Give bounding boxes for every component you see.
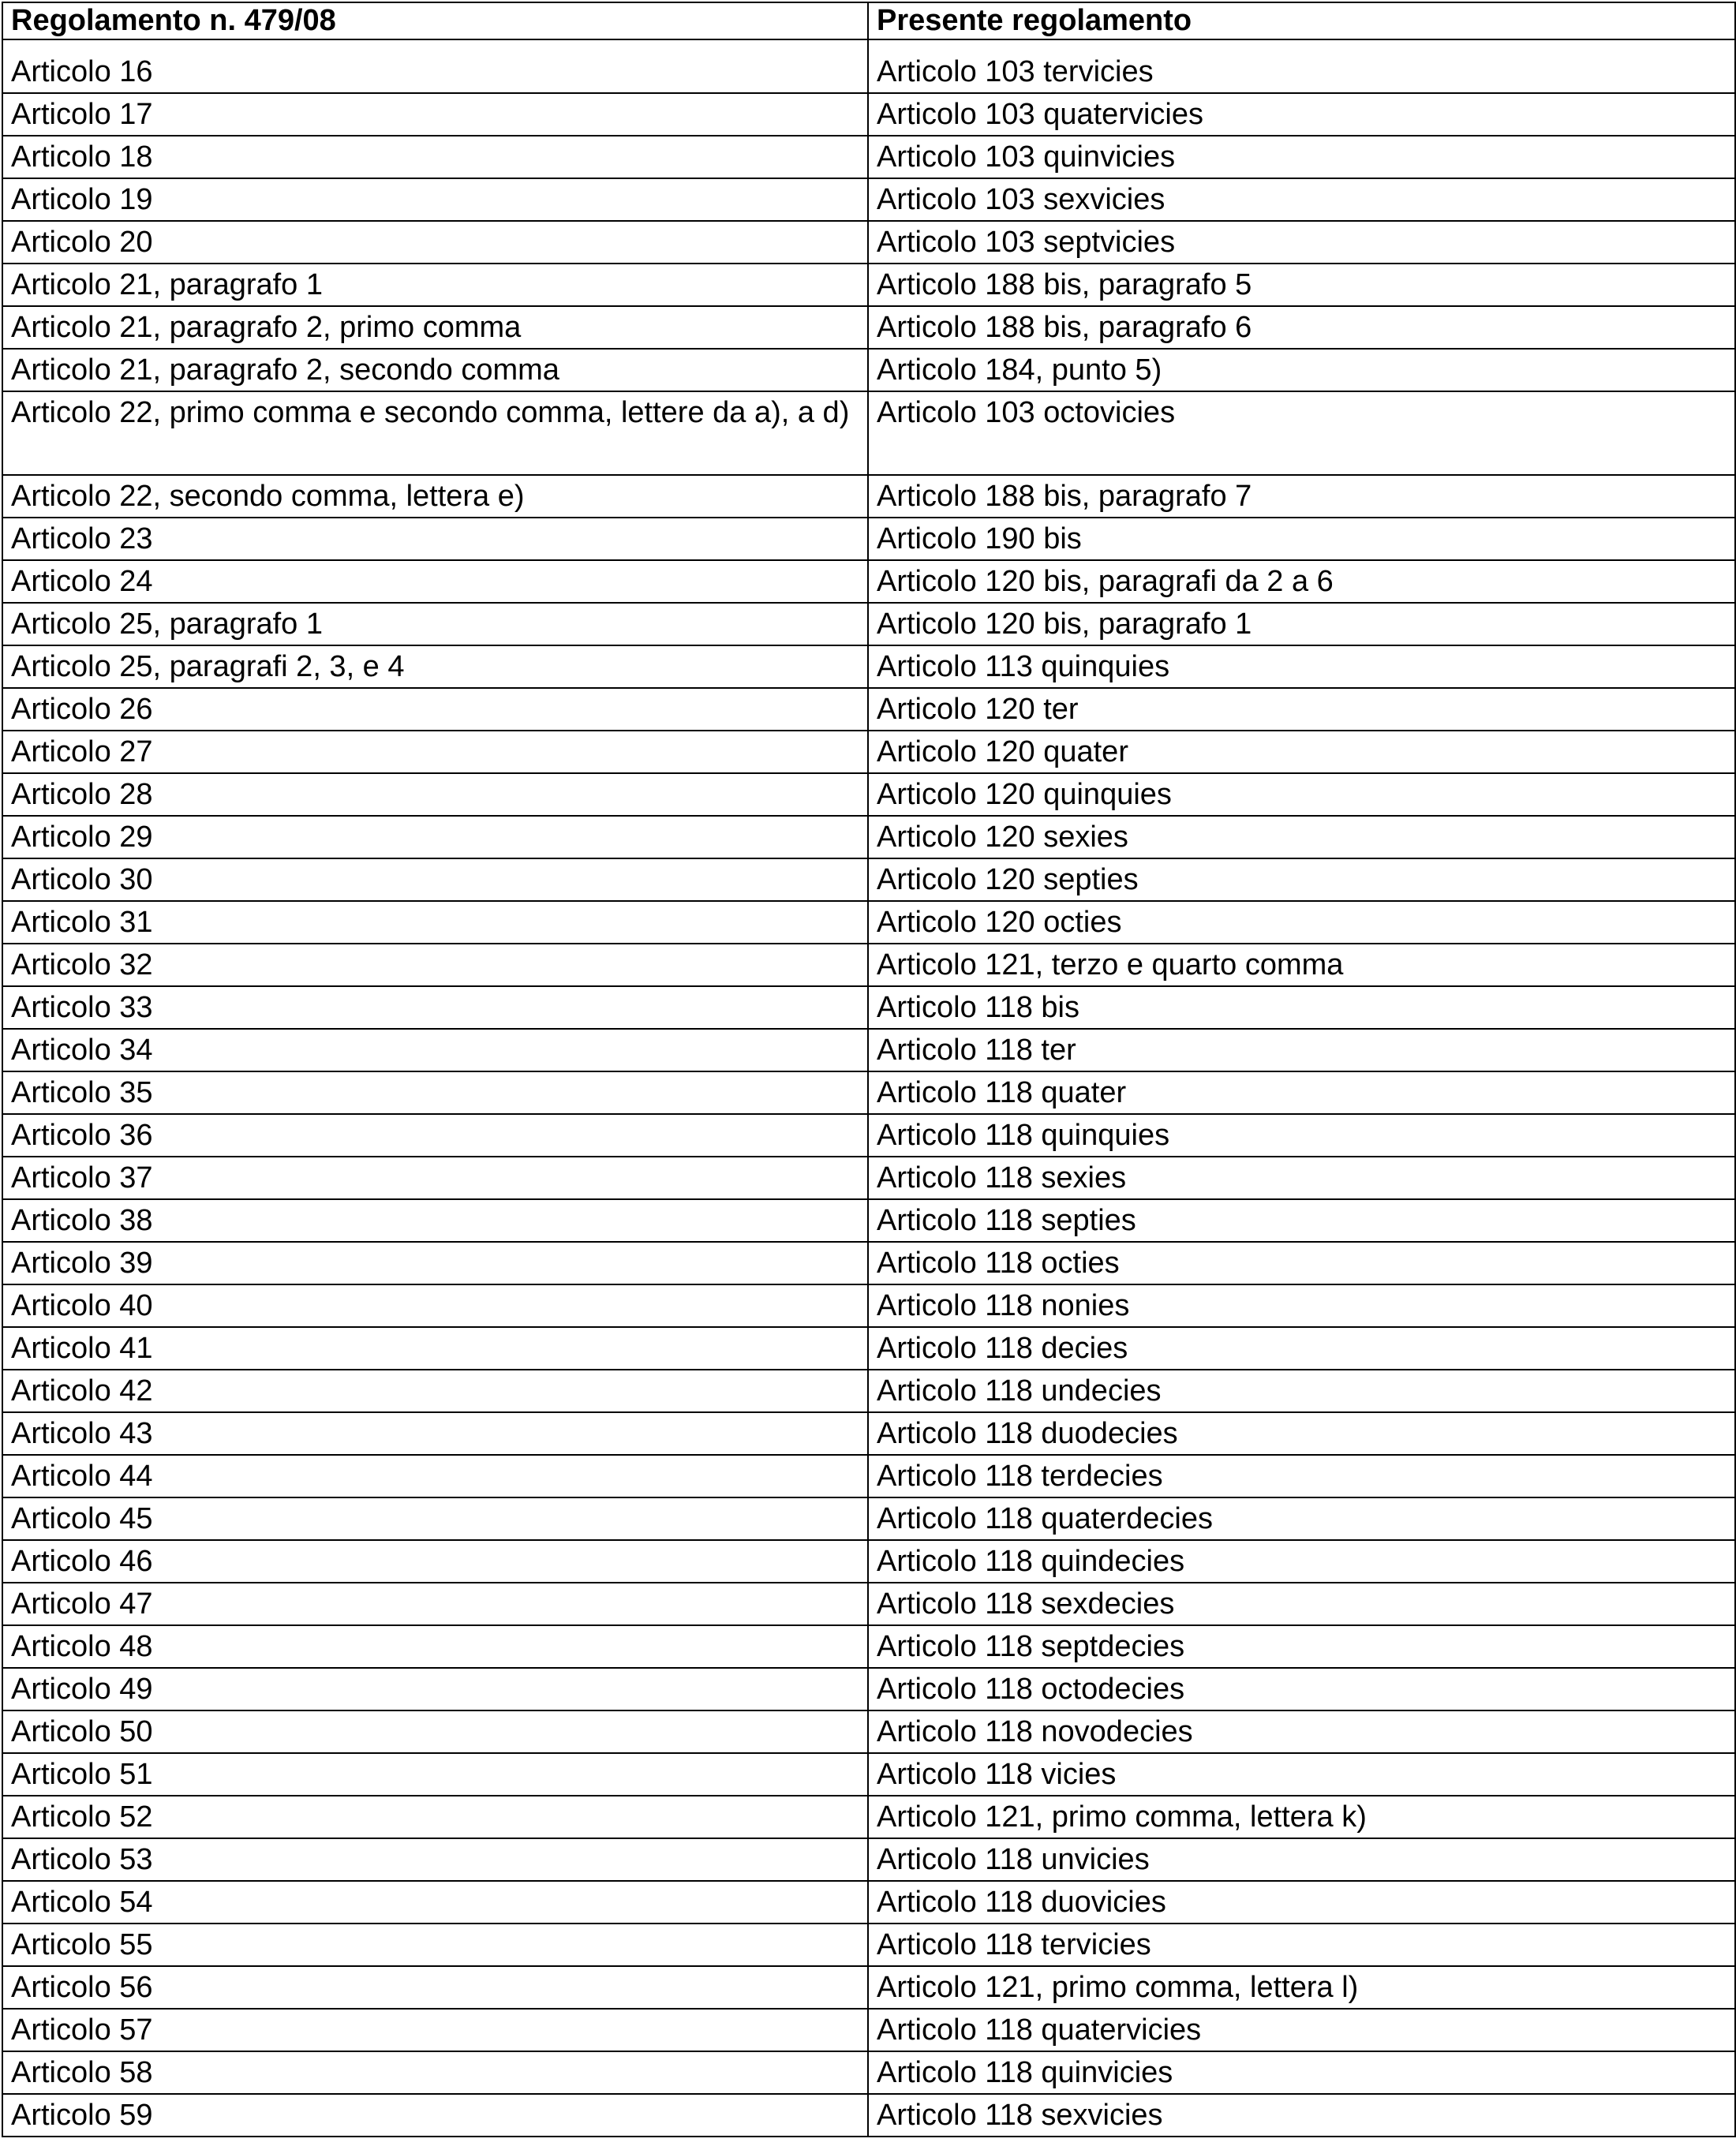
- cell-present-article: Articolo 188 bis, paragrafo 6: [868, 306, 1735, 349]
- cell-old-article: Articolo 25, paragrafo 1: [2, 603, 868, 645]
- cell-present-article: Articolo 118 undecies: [868, 1370, 1735, 1412]
- cell-old-article: Articolo 38: [2, 1199, 868, 1242]
- table-row: [2, 816, 1735, 858]
- cell-present-article: Articolo 121, terzo e quarto comma: [868, 944, 1735, 986]
- cell-old-article: Articolo 40: [2, 1284, 868, 1327]
- cell-present-article: Articolo 103 quinvicies: [868, 136, 1735, 178]
- table-row: [2, 1668, 1735, 1710]
- table-row: [2, 518, 1735, 560]
- cell-old-article: Articolo 45: [2, 1497, 868, 1540]
- cell-old-article: Articolo 20: [2, 221, 868, 264]
- cell-present-article: Articolo 118 duodecies: [868, 1412, 1735, 1455]
- cell-old-article: Articolo 43: [2, 1412, 868, 1455]
- cell-present-article: Articolo 188 bis, paragrafo 5: [868, 264, 1735, 306]
- table-row: [2, 1284, 1735, 1327]
- table-row: [2, 1114, 1735, 1157]
- cell-old-article: Articolo 53: [2, 1838, 868, 1881]
- cell-present-article: Articolo 118 sexies: [868, 1157, 1735, 1199]
- table-row: [2, 264, 1735, 306]
- cell-present-article: Articolo 103 septvicies: [868, 221, 1735, 264]
- table-row: [2, 2051, 1735, 2094]
- cell-present-article: Articolo 118 tervicies: [868, 1924, 1735, 1966]
- cell-present-article: Articolo 190 bis: [868, 518, 1735, 560]
- cell-old-article: Articolo 19: [2, 178, 868, 221]
- table-row: [2, 1796, 1735, 1838]
- cell-old-article: Articolo 54: [2, 1881, 868, 1924]
- table-row: [2, 1966, 1735, 2009]
- table-row: [2, 1625, 1735, 1668]
- cell-old-article: Articolo 39: [2, 1242, 868, 1284]
- table-row: [2, 1540, 1735, 1583]
- cell-old-article: Articolo 23: [2, 518, 868, 560]
- cell-present-article: Articolo 120 sexies: [868, 816, 1735, 858]
- cell-present-article: Articolo 121, primo comma, lettera l): [868, 1966, 1735, 2009]
- header-row: [2, 2, 1735, 39]
- table-row: [2, 1242, 1735, 1284]
- table-row: [2, 39, 1735, 93]
- table-row: [2, 603, 1735, 645]
- cell-old-article: Articolo 49: [2, 1668, 868, 1710]
- table-row: [2, 944, 1735, 986]
- cell-present-article: Articolo 118 octodecies: [868, 1668, 1735, 1710]
- cell-old-article: Articolo 34: [2, 1029, 868, 1071]
- cell-old-article: Articolo 41: [2, 1327, 868, 1370]
- cell-old-article: Articolo 51: [2, 1753, 868, 1796]
- cell-present-article: Articolo 103 octovicies: [868, 391, 1735, 475]
- correlation-table: [2, 2, 1736, 2137]
- cell-present-article: Articolo 118 novodecies: [868, 1710, 1735, 1753]
- table-row: [2, 1071, 1735, 1114]
- cell-present-article: Articolo 118 vicies: [868, 1753, 1735, 1796]
- table-row: [2, 391, 1735, 475]
- cell-present-article: Articolo 120 bis, paragrafo 1: [868, 603, 1735, 645]
- cell-old-article: Articolo 29: [2, 816, 868, 858]
- cell-old-article: Articolo 21, paragrafo 2, secondo comma: [2, 349, 868, 391]
- cell-old-article: Articolo 35: [2, 1071, 868, 1114]
- cell-present-article: Articolo 103 sexvicies: [868, 178, 1735, 221]
- table-row: [2, 1583, 1735, 1625]
- cell-present-article: Articolo 120 quater: [868, 731, 1735, 773]
- table-row: [2, 1455, 1735, 1497]
- table-row: [2, 1157, 1735, 1199]
- table-row: [2, 1370, 1735, 1412]
- cell-old-article: Articolo 37: [2, 1157, 868, 1199]
- cell-present-article: Articolo 118 octies: [868, 1242, 1735, 1284]
- cell-old-article: Articolo 26: [2, 688, 868, 731]
- cell-present-article: Articolo 118 duovicies: [868, 1881, 1735, 1924]
- cell-present-article: Articolo 118 quatervicies: [868, 2009, 1735, 2051]
- cell-present-article: Articolo 120 bis, paragrafi da 2 a 6: [868, 560, 1735, 603]
- cell-old-article: Articolo 46: [2, 1540, 868, 1583]
- cell-old-article: Articolo 56: [2, 1966, 868, 2009]
- cell-old-article: Articolo 55: [2, 1924, 868, 1966]
- table-row: [2, 901, 1735, 944]
- table-row: [2, 1327, 1735, 1370]
- table-row: [2, 1029, 1735, 1071]
- cell-present-article: Articolo 188 bis, paragrafo 7: [868, 475, 1735, 518]
- table-row: [2, 2009, 1735, 2051]
- cell-present-article: Articolo 118 quater: [868, 1071, 1735, 1114]
- table-row: [2, 560, 1735, 603]
- cell-present-article: Articolo 118 ter: [868, 1029, 1735, 1071]
- cell-old-article: Articolo 16: [2, 39, 868, 93]
- table-row: [2, 1881, 1735, 1924]
- cell-old-article: Articolo 30: [2, 858, 868, 901]
- cell-old-article: Articolo 17: [2, 93, 868, 136]
- cell-old-article: Articolo 24: [2, 560, 868, 603]
- cell-old-article: Articolo 50: [2, 1710, 868, 1753]
- cell-old-article: Articolo 52: [2, 1796, 868, 1838]
- cell-old-article: Articolo 47: [2, 1583, 868, 1625]
- table-row: [2, 1412, 1735, 1455]
- cell-present-article: Articolo 118 unvicies: [868, 1838, 1735, 1881]
- cell-old-article: Articolo 36: [2, 1114, 868, 1157]
- cell-present-article: Articolo 103 quatervicies: [868, 93, 1735, 136]
- cell-old-article: Articolo 42: [2, 1370, 868, 1412]
- cell-present-article: Articolo 118 septies: [868, 1199, 1735, 1242]
- table-row: [2, 475, 1735, 518]
- cell-present-article: Articolo 118 decies: [868, 1327, 1735, 1370]
- cell-present-article: Articolo 118 quaterdecies: [868, 1497, 1735, 1540]
- table-row: [2, 178, 1735, 221]
- table-row: [2, 349, 1735, 391]
- cell-present-article: Articolo 120 septies: [868, 858, 1735, 901]
- cell-old-article: Articolo 59: [2, 2094, 868, 2137]
- cell-old-article: Articolo 28: [2, 773, 868, 816]
- table-row: [2, 731, 1735, 773]
- header-old-regulation: Regolamento n. 479/08: [2, 2, 868, 39]
- cell-old-article: Articolo 22, primo comma e secondo comma, lettere da a), a d): [2, 391, 868, 475]
- table-body: [2, 39, 1735, 2137]
- table-row: [2, 2094, 1735, 2137]
- table-row: [2, 306, 1735, 349]
- cell-old-article: Articolo 31: [2, 901, 868, 944]
- table-row: [2, 93, 1735, 136]
- cell-present-article: Articolo 118 terdecies: [868, 1455, 1735, 1497]
- cell-old-article: Articolo 57: [2, 2009, 868, 2051]
- cell-old-article: Articolo 25, paragrafi 2, 3, e 4: [2, 645, 868, 688]
- cell-present-article: Articolo 184, punto 5): [868, 349, 1735, 391]
- table-row: [2, 688, 1735, 731]
- table-row: [2, 1838, 1735, 1881]
- cell-old-article: Articolo 21, paragrafo 1: [2, 264, 868, 306]
- table-row: [2, 1710, 1735, 1753]
- cell-old-article: Articolo 44: [2, 1455, 868, 1497]
- cell-old-article: Articolo 58: [2, 2051, 868, 2094]
- table-row: [2, 221, 1735, 264]
- cell-present-article: Articolo 103 tervicies: [868, 39, 1735, 93]
- cell-present-article: Articolo 121, primo comma, lettera k): [868, 1796, 1735, 1838]
- cell-present-article: Articolo 120 ter: [868, 688, 1735, 731]
- header-present-regulation: Presente regolamento: [868, 2, 1735, 39]
- table-row: [2, 136, 1735, 178]
- cell-present-article: Articolo 118 bis: [868, 986, 1735, 1029]
- cell-present-article: Articolo 113 quinquies: [868, 645, 1735, 688]
- cell-present-article: Articolo 118 quinvicies: [868, 2051, 1735, 2094]
- cell-old-article: Articolo 18: [2, 136, 868, 178]
- cell-old-article: Articolo 48: [2, 1625, 868, 1668]
- cell-present-article: Articolo 118 nonies: [868, 1284, 1735, 1327]
- cell-old-article: Articolo 21, paragrafo 2, primo comma: [2, 306, 868, 349]
- table-row: [2, 858, 1735, 901]
- cell-old-article: Articolo 22, secondo comma, lettera e): [2, 475, 868, 518]
- cell-present-article: Articolo 120 octies: [868, 901, 1735, 944]
- cell-present-article: Articolo 118 septdecies: [868, 1625, 1735, 1668]
- table-row: [2, 773, 1735, 816]
- cell-old-article: Articolo 32: [2, 944, 868, 986]
- cell-present-article: Articolo 118 sexvicies: [868, 2094, 1735, 2137]
- table-row: [2, 986, 1735, 1029]
- table-row: [2, 1753, 1735, 1796]
- cell-old-article: Articolo 33: [2, 986, 868, 1029]
- cell-present-article: Articolo 118 sexdecies: [868, 1583, 1735, 1625]
- table-row: [2, 1199, 1735, 1242]
- table-row: [2, 1924, 1735, 1966]
- table-row: [2, 1497, 1735, 1540]
- cell-present-article: Articolo 120 quinquies: [868, 773, 1735, 816]
- table-row: [2, 645, 1735, 688]
- cell-old-article: Articolo 27: [2, 731, 868, 773]
- cell-present-article: Articolo 118 quinquies: [868, 1114, 1735, 1157]
- cell-present-article: Articolo 118 quindecies: [868, 1540, 1735, 1583]
